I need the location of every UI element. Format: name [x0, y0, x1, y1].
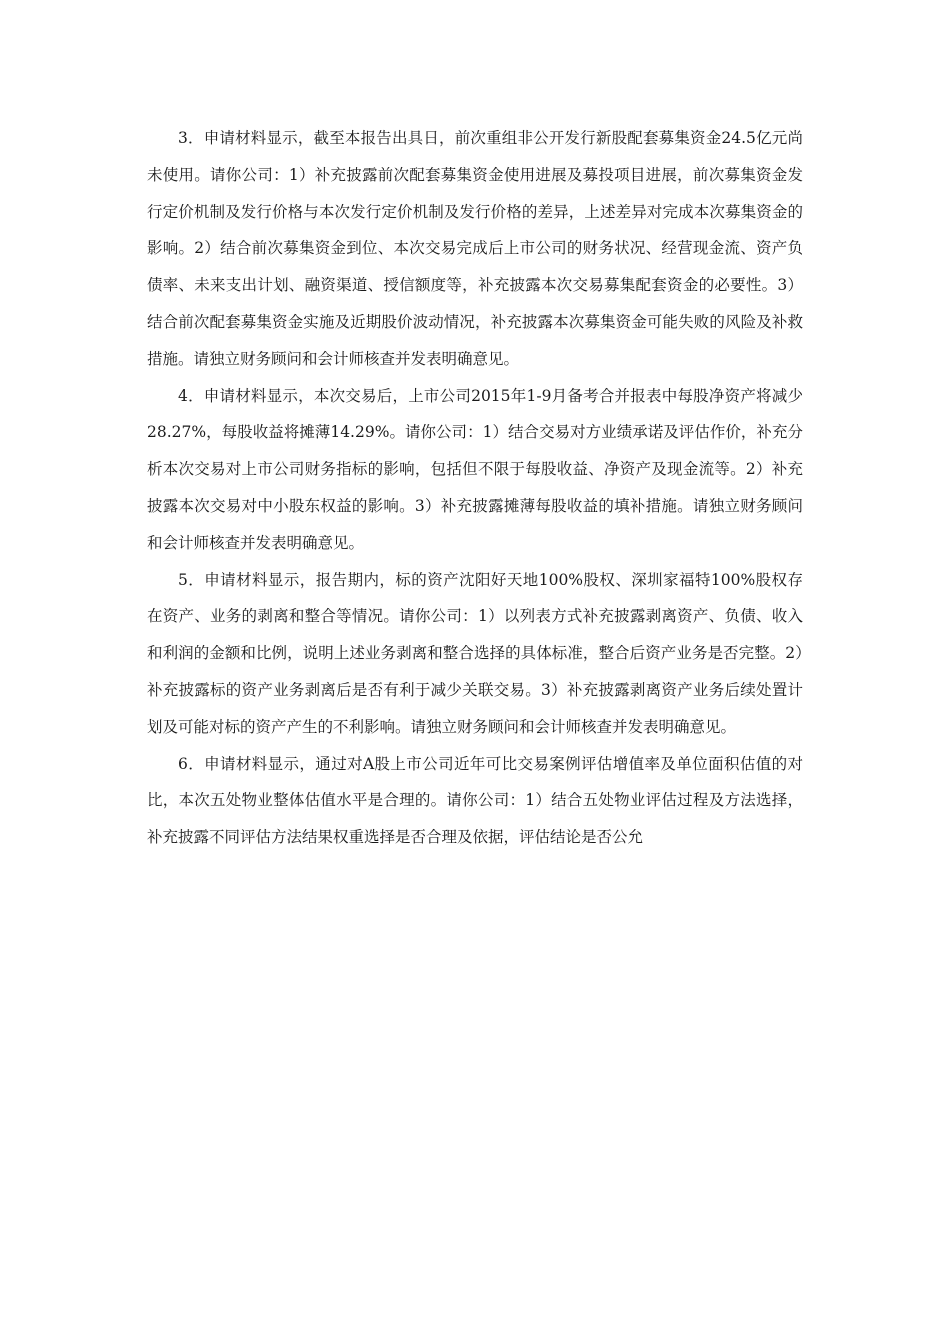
- paragraph-item-3: 3．申请材料显示，截至本报告出具日，前次重组非公开发行新股配套募集资金24.5亿元尚未使用。请你公司：1）补充披露前次配套募集资金使用进展及募投项目进展，前次募集资金发行定价机制及发行价格与本次发行定价机制及发行价格的差异，上述差异对完成本次募集资金的影响。2）结合前次募集资金到位、本次交易完成后上市公司的财务状况、经营现金流、资产负债率、未来支出计划、融资渠道、授信额度等，补充披露本次交易募集配套资金的必要性。3）结合前次配套募集资金实施及近期股价波动情况，补充披露本次募集资金可能失败的风险及补救措施。请独立财务顾问和会计师核查并发表明确意见。: [147, 129, 803, 368]
- paragraph-item-6: 6．申请材料显示，通过对A股上市公司近年可比交易案例评估增值率及单位面积估值的对比，本次五处物业整体估值水平是合理的。请你公司：1）结合五处物业评估过程及方法选择，补充披露不同评估方法结果权重选择是否合理及依据，评估结论是否公允: [147, 754, 803, 847]
- paragraph-item-5: 5．申请材料显示，报告期内，标的资产沈阳好天地100%股权、深圳家福特100%股权存在资产、业务的剥离和整合等情况。请你公司：1）以列表方式补充披露剥离资产、负债、收入和利润的金额和比例，说明上述业务剥离和整合选择的具体标准，整合后资产业务是否完整。2）补充披露标的资产业务剥离后是否有利于减少关联交易。3）补充披露剥离资产业务后续处置计划及可能对标的资产产生的不利影响。请独立财务顾问和会计师核查并发表明确意见。: [147, 570, 803, 736]
- document-body: [147, 120, 803, 856]
- paragraph-item-4: 4．申请材料显示，本次交易后，上市公司2015年1-9月备考合并报表中每股净资产将减少28.27%，每股收益将摊薄14.29%。请你公司：1）结合交易对方业绩承诺及评估作价，补充分析本次交易对上市公司财务指标的影响，包括但不限于每股收益、净资产及现金流等。2）补充披露本次交易对中小股东权益的影响。3）补充披露摊薄每股收益的填补措施。请独立财务顾问和会计师核查并发表明确意见。: [147, 386, 803, 552]
